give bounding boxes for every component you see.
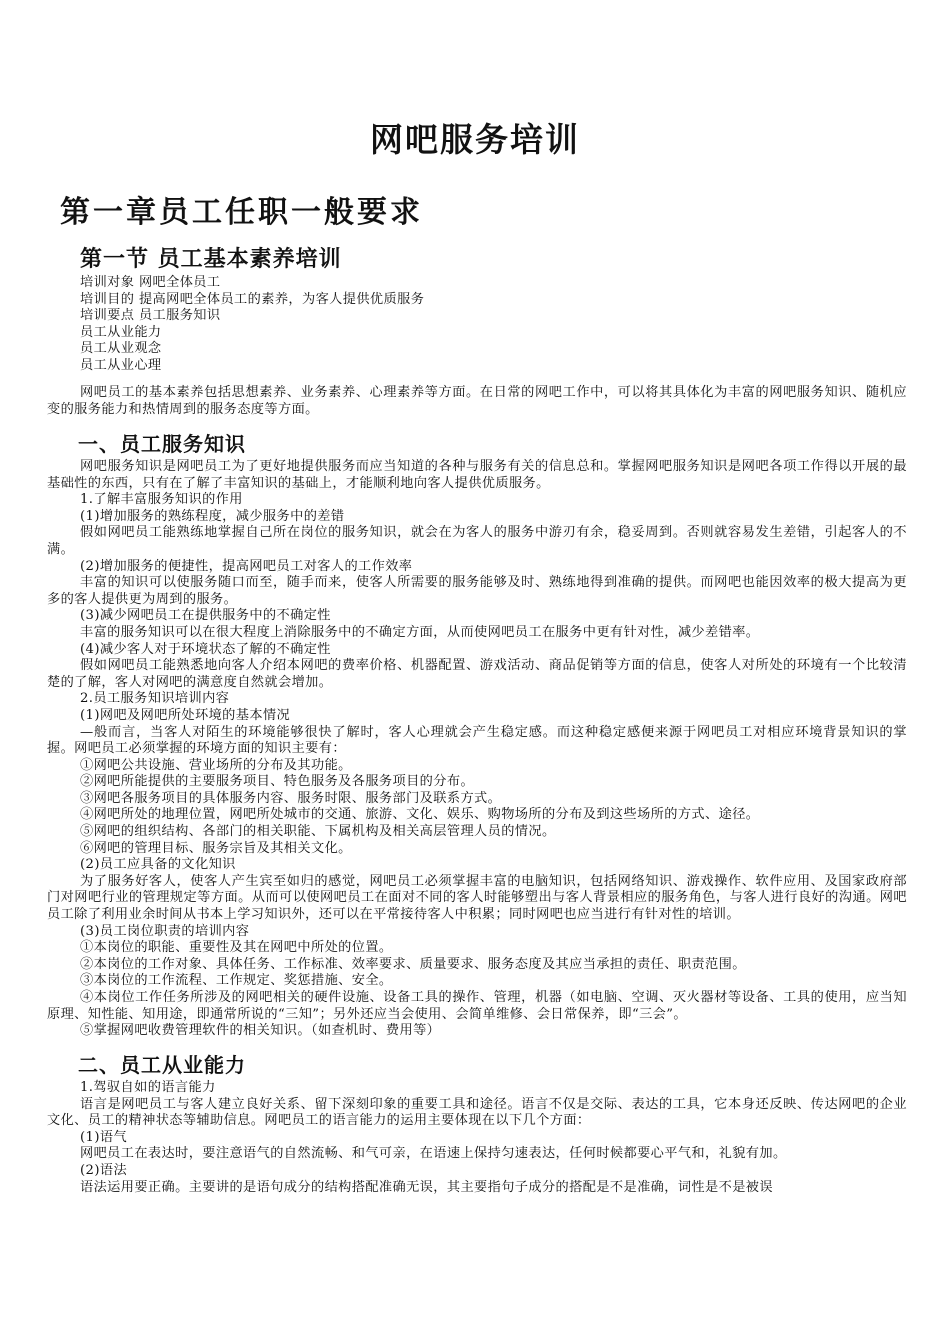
body-paragraph: —般而言，当客人对陌生的环境能够很快了解时，客人心理就会产生稳定感。而这种稳定感便来源于网吧员工对相应环境背景知识的掌握。网吧员工必须掌握的环境方面的知识主要有： [47,724,907,757]
list-line: (3)员工岗位职责的培训内容 [80,923,250,939]
body-paragraph: 网吧员工在表达时，要注意语气的自然流畅、和气可亲，在语速上保持匀速表达，任何时候都要心平气和，礼貌有加。 [80,1146,787,1162]
list-line: (1)语气 [80,1129,128,1145]
intro-line: 培训要点 员工服务知识 [80,308,221,324]
body-paragraph: 假如网吧员工能熟练地掌握自己所在岗位的服务知识，就会在为客人的服务中游刃有余，稳妥周到。否则就容易发生差错，引起客人的不满。 [47,525,907,557]
section-title: 第一节 员工基本素养培训 [80,246,342,272]
body-paragraph: ④本岗位工作任务所涉及的网吧相关的硬件设施、设备工具的操作、管理，机器（如电脑、空调、灭火器材等设备、工具的使用，应当知原理、知性能、知用途，即通常所说的“三知”；另外还应当会使用、会简单维修、会日常保养，即“三会”。 [47,990,907,1022]
list-line: (4)减少客人对于环境状态了解的不确定性 [80,641,331,657]
list-line: (3)减少网吧员工在提供服务中的不确定性 [80,608,331,624]
body-paragraph: 丰富的知识可以使服务随口而至，随手而来，使客人所需要的服务能够及时、熟练地得到准确的提供。而网吧也能因效率的极大提高为更多的客人提供更为周到的服务。 [47,575,907,607]
body-paragraph: 假如网吧员工能熟悉地向客人介绍本网吧的费率价格、机器配置、游戏活动、商品促销等方面的信息，使客人对所处的环境有一个比较清楚的了解，客人对网吧的满意度自然就会增加。 [47,658,907,690]
body-paragraph: 语法运用要正确。主要讲的是语句成分的结构搭配准确无误，其主要指句子成分的搭配是不是准确，词性是不是被误 [80,1179,773,1195]
intro-line: 员工从业能力 [80,324,162,340]
list-line: ⑤掌握网吧收费管理软件的相关知识。（如查机时、费用等） [80,1023,441,1039]
list-line: (2)员工应具备的文化知识 [80,857,236,873]
list-line: ①本岗位的职能、重要性及其在网吧中所处的位置。 [80,940,393,956]
list-line: (2)语法 [80,1162,128,1178]
intro-line: 员工从业心理 [80,357,162,373]
body-paragraph: 网吧服务知识是网吧员工为了更好地提供服务而应当知道的各种与服务有关的信息总和。掌握网吧服务知识是网吧各项工作得以开展的最基础性的东西，只有在了解了丰富知识的基础上，才能顺利地向客人提供优质服务。 [47,459,907,491]
list-line: (1)增加服务的熟练程度，减少服务中的差错 [80,508,345,524]
list-line: ③本岗位的工作流程、工作规定、奖惩措施、安全。 [80,973,393,989]
list-line: 2.员工服务知识培训内容 [80,691,230,707]
summary-paragraph [47,385,907,418]
part1-body [47,459,907,1040]
document-title: 网吧服务培训 [370,120,580,159]
part1-heading: 一、员工服务知识 [78,432,246,456]
list-line: ②网吧所能提供的主要服务项目、特色服务及各服务项目的分布。 [80,774,475,790]
summary-text: 网吧员工的基本素养包括思想素养、业务素养、心理素养等方面。在日常的网吧工作中，可以将其具体化为丰富的网吧服务知识、随机应变的服务能力和热情周到的服务态度等方面。 [47,385,907,417]
chapter-title: 第一章员工任职一般要求 [60,195,423,230]
list-line: ①网吧公共设施、营业场所的分布及其功能。 [80,757,352,773]
list-line: 1.了解丰富服务知识的作用 [80,492,243,508]
list-line: 1.驾驭自如的语言能力 [80,1080,216,1095]
list-line: ②本岗位的工作对象、具体任务、工作标准、效率要求、质量要求、服务态度及其应当承担的责任、职责范围。 [80,956,746,972]
intro-line: 培训目的 提高网吧全体员工的素养，为客人提供优质服务 [80,291,425,307]
list-line: ③网吧各服务项目的具体服务内容、服务时限、服务部门及联系方式。 [80,790,502,806]
list-line: ⑤网吧的组织结构、各部门的相关职能、下属机构及相关高层管理人员的情况。 [80,824,556,840]
list-line: (1)网吧及网吧所处环境的基本情况 [80,707,291,723]
body-paragraph: 语言是网吧员工与客人建立良好关系、留下深刻印象的重要工具和途径。语言不仅是交际、表达的工具，它本身还反映、传达网吧的企业文化、员工的精神状态等辅助信息。网吧员工的语言能力的运用主要体现在以下几个方面： [47,1096,907,1129]
part2-body [47,1080,907,1196]
list-line: (2)增加服务的便捷性，提高网吧员工对客人的工作效率 [80,558,413,574]
body-paragraph: 丰富的服务知识可以在很大程度上消除服务中的不确定方面，从而使网吧员工在服务中更有针对性，减少差错率。 [80,624,760,640]
list-line: ⑥网吧的管理目标、服务宗旨及其相关文化。 [80,840,352,856]
intro-line: 培训对象 网吧全体员工 [80,275,221,290]
part2-heading: 二、员工从业能力 [78,1053,246,1077]
list-line: ④网吧所处的地理位置，网吧所处城市的交通、旅游、文化、娱乐、购物场所的分布及到这些场所的方式、途径。 [80,807,760,823]
training-intro [47,275,907,375]
body-paragraph: 为了服务好客人，使客人产生宾至如归的感觉，网吧员工必须掌握丰富的电脑知识，包括网络知识、游戏操作、软件应用、及国家政府部门对网吧行业的管理规定等方面。从而可以使网吧员工在面对不同的客人时能够塑出与客人背景相应的服务角色，与客人进行良好的沟通。网吧员工除了利用业余时间从书本上学习知识外，还可以在平常接待客人中积累；同时网吧也应当进行有针对性的培训。 [47,873,907,923]
intro-line: 员工从业观念 [80,341,162,357]
